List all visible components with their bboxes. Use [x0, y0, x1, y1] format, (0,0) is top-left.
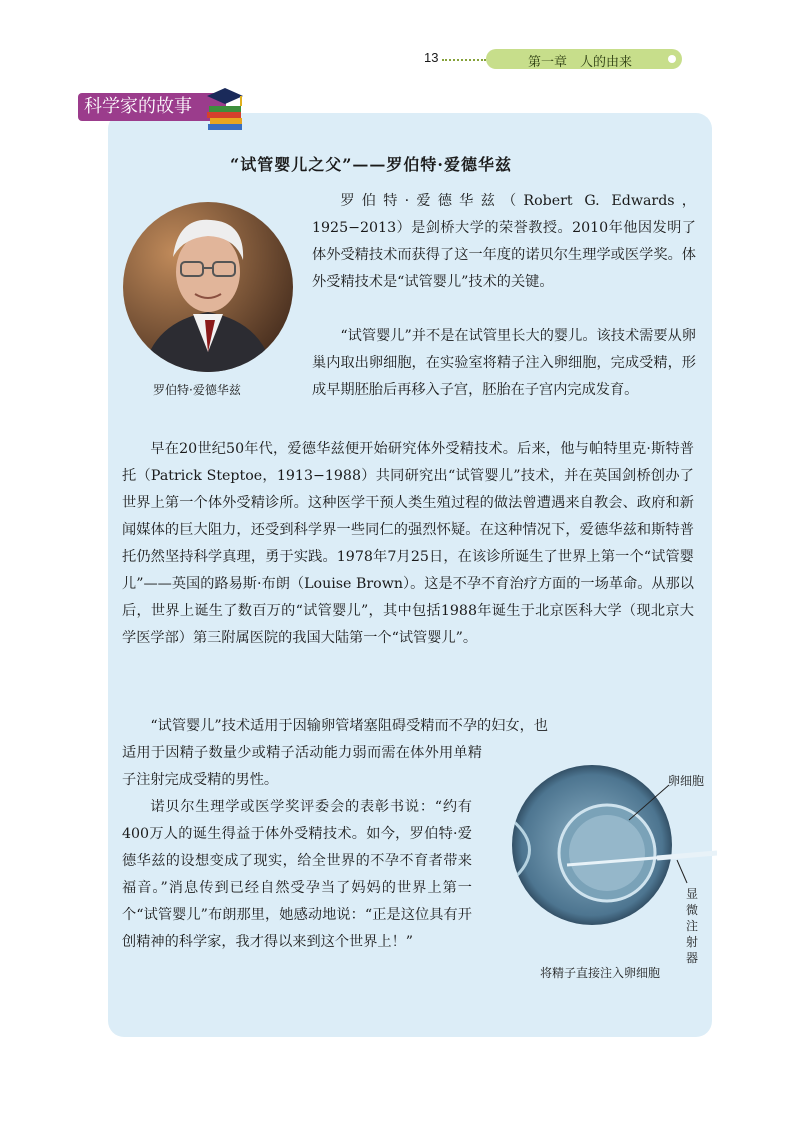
story-title: “试管婴儿之父”——罗伯特·爱德华兹 [230, 155, 512, 174]
paragraph-2: “试管婴儿”并不是在试管里长大的婴儿。该技术需要从卵巢内取出卵细胞，在实验室将精子注入卵细胞，完成受精，形成早期胚胎后再移入子宫，胚胎在子宫内完成发育。 [312, 328, 696, 398]
paragraph-4: “试管婴儿”技术适用于因输卵管堵塞阻碍受精而不孕的妇女，也 [150, 718, 548, 734]
chapter-title: 第一章 人的由来 [528, 55, 633, 70]
paragraph-4-continued: 适用于因精子数量少或精子活动能力弱而需在体外用单精子注射完成受精的男性。 [122, 745, 482, 788]
egg-injection-figure [497, 765, 717, 925]
page-number: 13 [424, 50, 439, 65]
paragraph-3: 早在20世纪50年代，爱德华兹便开始研究体外受精技术。后来，他与帕特里克·斯特普托（Patrick Steptoe，1913−1988）共同研究出“试管婴儿”技术，并在英国剑桥创办了世界上第一个体外受精诊所。这种医学干预人类生殖过程的做法曾遭遇来自教会、政府和新闻媒体的巨大阻力，还受到科学界一些同仁的强烈怀疑。在这种情况下，爱德华兹和斯特普托仍然坚持科学真理，勇于实践。1978年7月25日，在该诊所诞生了世界上第一个“试管婴儿”——英国的路易斯·布朗（Louise Brown）。这是不孕不育治疗方面的一场革命。从那以后，世界上诞生了数百万的“试管婴儿”，其中包括1988年诞生于北京医科大学（现北京大学医学部）第三附属医院的我国大陆第一个“试管婴儿”。 [122, 441, 694, 646]
chapter-dot [668, 55, 676, 63]
paragraph-1: 罗伯特·爱德华兹（Robert G. Edwards，1925−2013）是剑桥大学的荣誉教授。2010年他因发明了体外受精技术而获得了这一年度的诺贝尔生理学或医学奖。体外受精技术是“试管婴儿”技术的关键。 [312, 193, 696, 290]
header-dots [442, 59, 486, 61]
portrait-photo [123, 202, 293, 372]
figure-caption: 将精子直接注入卵细胞 [540, 966, 661, 980]
chapter-pill [486, 49, 682, 69]
paragraph-5: 诺贝尔生理学或医学奖评委会的表彰书说：“约有400万人的诞生得益于体外受精技术。如今，罗伯特·爱德华兹的设想变成了现实，给全世界的不孕不育者带来福音。”消息传到已经自然受孕当了妈妈的世界上第一个“试管婴儿”布朗那里，她感动地说：“正是这位具有开创精神的科学家，我才得以来到这个世界上！” [122, 799, 472, 950]
books-icon [203, 84, 247, 132]
section-tag-label: 科学家的故事 [84, 96, 192, 117]
label-micro-injector: 显微注射器 [686, 887, 699, 965]
portrait-caption: 罗伯特·爱德华兹 [153, 383, 241, 397]
label-egg-cell: 卵细胞 [668, 774, 705, 788]
